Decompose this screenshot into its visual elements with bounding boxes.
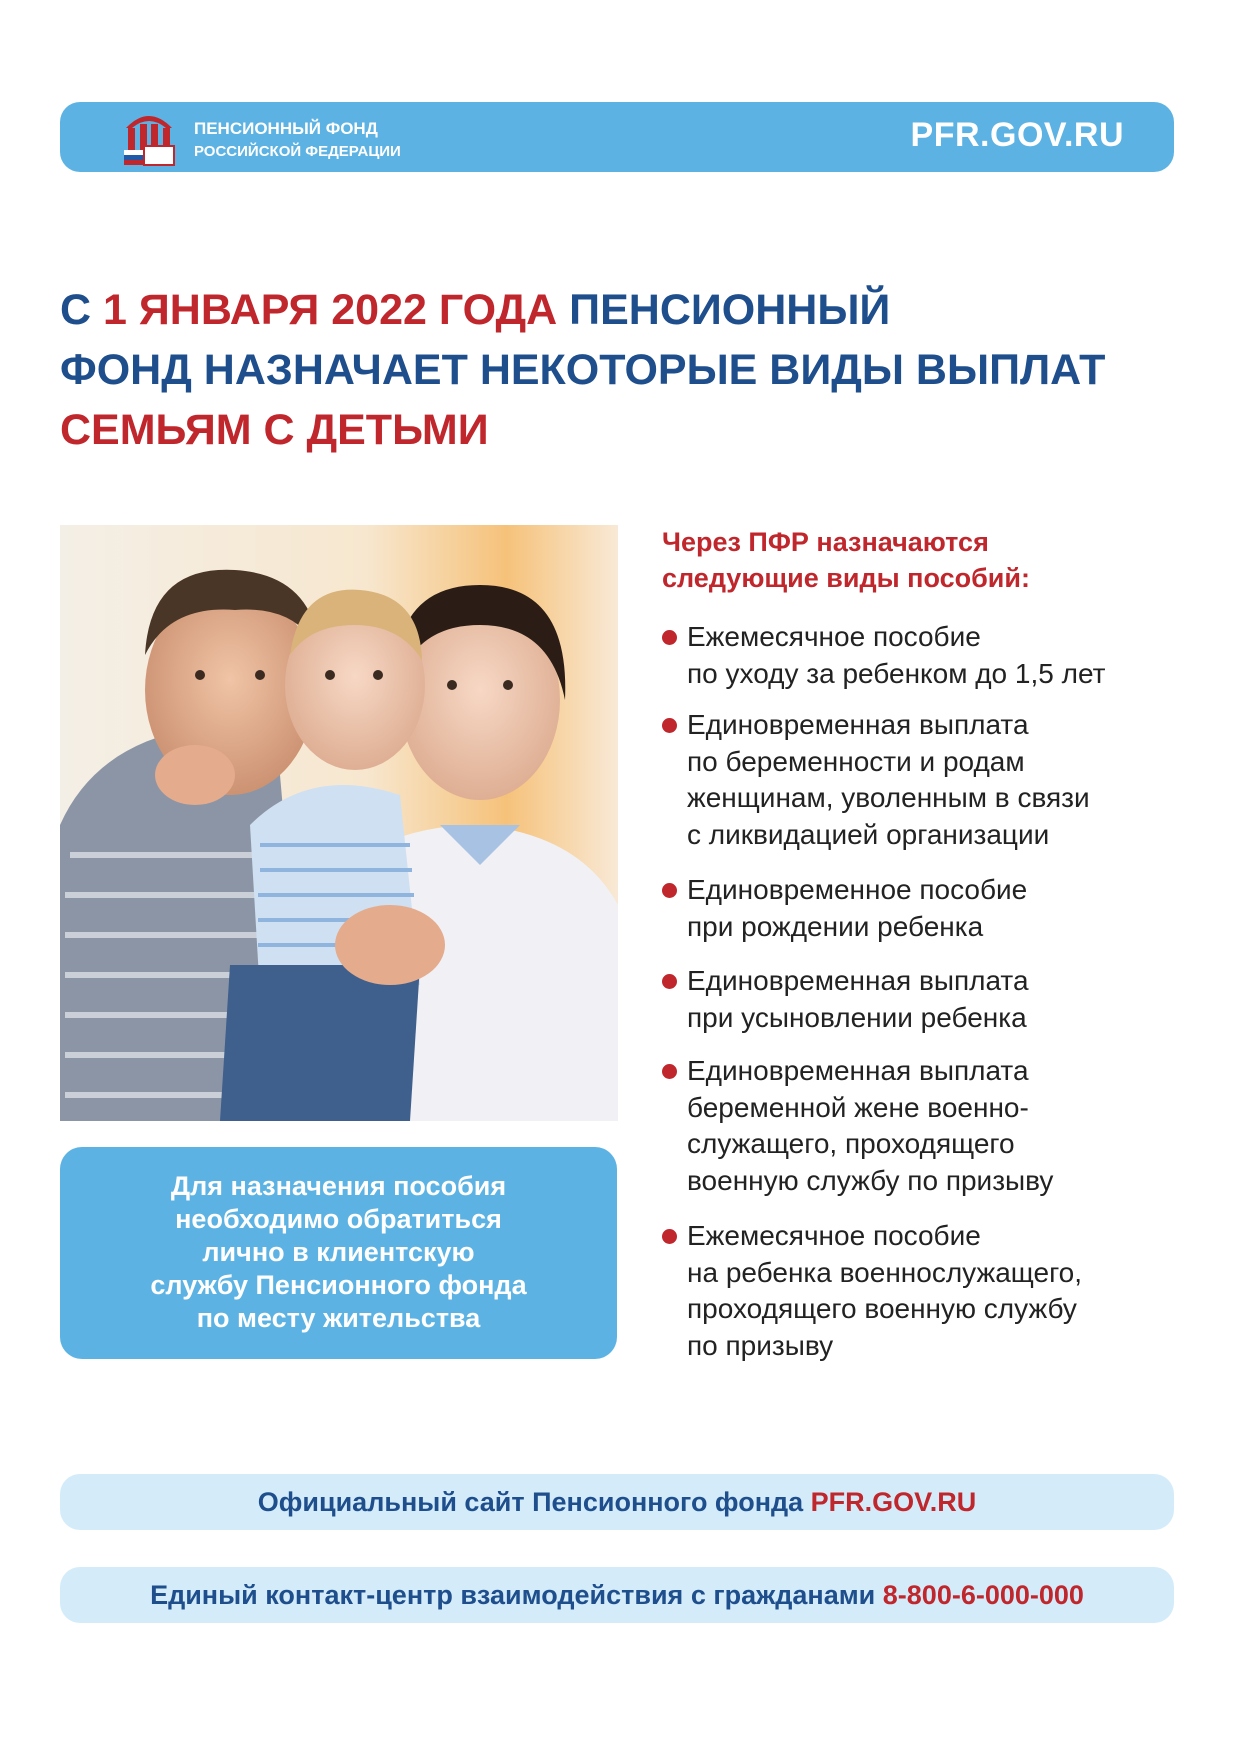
- org-name-line2: РОССИЙСКОЙ ФЕДЕРАЦИИ: [194, 143, 401, 160]
- title-part: ПЕНСИОННЫЙ: [557, 286, 891, 334]
- org-name-line1: ПЕНСИОННЫЙ ФОНД: [194, 119, 378, 138]
- benefit-line: на ребенка военнослужащего,: [687, 1256, 1083, 1288]
- info-line: необходимо обратиться: [175, 1204, 502, 1234]
- bullet-icon: [662, 1064, 677, 1079]
- title-date: 1 ЯНВАРЯ 2022 ГОДА: [103, 286, 558, 334]
- title-part: С: [60, 286, 103, 334]
- benefit-line: Единовременная выплата: [687, 709, 1029, 740]
- bullet-icon: [662, 883, 677, 898]
- benefit-item: [662, 1218, 1082, 1364]
- info-line: службу Пенсионного фонда: [150, 1270, 527, 1300]
- benefit-item: [662, 707, 1090, 853]
- benefit-line: по беременности и родам: [687, 745, 1025, 777]
- benefit-line: при усыновлении ребенка: [687, 1001, 1027, 1033]
- header-site-link[interactable]: PFR.GOV.RU: [910, 116, 1124, 154]
- benefit-line: Единовременная выплата: [687, 965, 1029, 996]
- benefit-line: беременной жене военно-: [687, 1091, 1029, 1123]
- benefit-line: по уходу за ребенком до 1,5 лет: [687, 657, 1106, 689]
- benefit-line: Единовременное пособие: [687, 874, 1028, 905]
- bullet-icon: [662, 1229, 677, 1244]
- info-line: по месту жительства: [196, 1303, 481, 1333]
- info-line: Для назначения пособия: [170, 1171, 507, 1201]
- benefit-line: Ежемесячное пособие: [687, 621, 981, 652]
- benefit-line: Единовременная выплата: [687, 1055, 1029, 1086]
- benefit-line: по призыву: [687, 1329, 834, 1361]
- benefits-heading: [662, 524, 1030, 596]
- benefit-line: при рождении ребенка: [687, 910, 984, 942]
- bullet-icon: [662, 718, 677, 733]
- page-title: [60, 280, 1180, 460]
- benefit-line: военную службу по призыву: [687, 1164, 1054, 1196]
- title-line3: СЕМЬЯМ С ДЕТЬМИ: [60, 406, 489, 454]
- official-site-banner: [60, 1474, 1174, 1530]
- benefit-item: [662, 1053, 1053, 1199]
- benefits-heading-line: Через ПФР назначаются: [662, 527, 989, 557]
- contact-center-label: Единый контакт-центр взаимодействия с гражданами: [150, 1580, 883, 1610]
- benefit-line: с ликвидацией организации: [687, 818, 1050, 850]
- benefit-line: служащего, проходящего: [687, 1128, 1015, 1159]
- benefit-item: [662, 872, 1027, 945]
- benefit-line: Ежемесячное пособие: [687, 1220, 981, 1251]
- family-photo: [60, 525, 618, 1121]
- benefits-heading-line: следующие виды пособий:: [662, 563, 1030, 593]
- title-line2: ФОНД НАЗНАЧАЕТ НЕКОТОРЫЕ ВИДЫ ВЫПЛАТ: [60, 346, 1106, 394]
- official-site-label: Официальный сайт Пенсионного фонда: [257, 1487, 811, 1517]
- official-site-link[interactable]: PFR.GOV.RU: [810, 1487, 977, 1517]
- contact-center-banner: [60, 1567, 1174, 1623]
- info-box: [60, 1147, 617, 1359]
- info-line: лично в клиентскую: [202, 1237, 475, 1267]
- bullet-icon: [662, 974, 677, 989]
- bullet-icon: [662, 630, 677, 645]
- contact-phone[interactable]: 8-800-6-000-000: [882, 1580, 1084, 1610]
- org-name: [194, 117, 401, 163]
- benefit-line: проходящего военную службу: [687, 1293, 1077, 1324]
- benefit-line: женщинам, уволенным в связи: [687, 782, 1090, 813]
- pfr-logo-icon: [118, 106, 180, 168]
- benefit-item: [662, 619, 1105, 692]
- benefit-item: [662, 963, 1029, 1036]
